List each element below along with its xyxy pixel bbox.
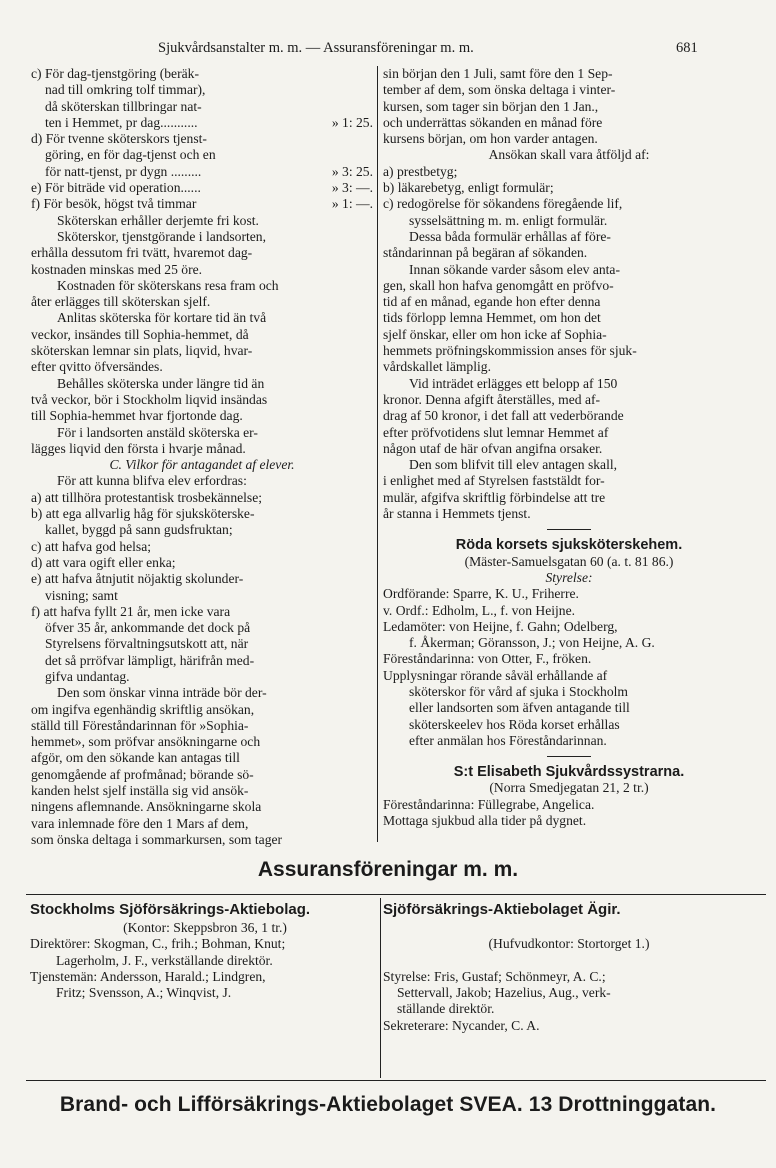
text-line xyxy=(31,164,373,180)
text-line: Settervall, Jakob; Hazelius, Aug., verk- xyxy=(397,985,611,1001)
text-line: vårdskallet lämplig. xyxy=(383,359,491,375)
text-line: Den som önskar vinna inträde bör der- xyxy=(57,685,267,701)
horizontal-rule xyxy=(26,1080,766,1081)
text-line xyxy=(31,196,373,212)
text-line: då sköterskan tillbringar nat- xyxy=(45,98,202,114)
line-text: f) För besök, högst två timmar xyxy=(31,196,197,212)
text-line: d) För tvenne sköterskors tjenst- xyxy=(31,131,207,147)
text-line xyxy=(31,180,373,196)
roda-korset-address: (Mäster-Samuelsgatan 60 (a. t. 81 86.) xyxy=(464,553,674,569)
column-divider xyxy=(377,66,378,842)
text-line: som önska deltaga i sommarkursen, som tager xyxy=(31,831,283,847)
text-line: tid af en månad, egande hon efter denna xyxy=(383,294,601,310)
running-header xyxy=(0,40,776,64)
text-line: Dessa båda formulär erhållas af före- xyxy=(409,228,611,244)
text-line: Kostnaden för sköterskans resa fram och xyxy=(57,277,279,293)
text-line: Styrelsens förvaltningsutskott att, när xyxy=(45,636,249,652)
text-line: hemmets pröfningskommission anses för sjuk- xyxy=(383,343,637,359)
text-line: (Hufvudkontor: Stortorget 1.) xyxy=(488,936,650,952)
fee-amount: » 3: 25. xyxy=(331,163,373,179)
text-line: år stanna i Hemmets tjenst. xyxy=(383,506,531,522)
text-line: göring, en för dag-tjenst och en xyxy=(45,147,216,163)
text-line: veckor, insändes till Sophia-hemmet, då xyxy=(31,326,249,342)
line-text: ten i Hemmet, pr dag........... xyxy=(45,114,198,130)
text-line: Sköterskan erhåller derjemte fri kost. xyxy=(57,212,259,228)
text-line: Ansökan skall vara åtföljd af: xyxy=(488,147,650,163)
text-line: C. Vilkor för antagandet af elever. xyxy=(109,457,295,473)
text-line: gen, skall hon hafva genomgått en pröfvo- xyxy=(383,277,614,293)
roda-korset-section xyxy=(383,537,755,749)
stockholms-name: Stockholms Sjöförsäkrings-Aktiebolag. xyxy=(30,901,311,918)
agir-entry xyxy=(383,900,755,1034)
text-line: c) att hafva god helsa; xyxy=(31,538,152,554)
text-line: a) att tillhöra protestantisk trosbekännelse; xyxy=(31,489,263,505)
text-line: Den som blifvit till elev antagen skall, xyxy=(409,457,618,473)
text-line: d) att vara ogift eller enka; xyxy=(31,554,176,570)
section-divider xyxy=(547,529,591,530)
text-line: kostnaden minskas med 25 öre. xyxy=(31,261,203,277)
text-line: kanden helst sjelf inställa sig vid ansök- xyxy=(31,783,249,799)
text-line: vara inlemnade före den 1 Mars af dem, xyxy=(31,815,249,831)
text-line xyxy=(383,920,755,936)
text-line: i enlighet med af Styrelsen faststäldt for- xyxy=(383,473,605,489)
text-line: sysselsättning m. m. enligt formulär. xyxy=(409,212,608,228)
text-line: Sekreterare: Nycander, C. A. xyxy=(383,1017,540,1033)
text-line: c) För dag-tjenstgöring (beräk- xyxy=(31,66,199,81)
right-text-column xyxy=(383,66,755,829)
text-line: Ordförande: Sparre, K. U., Friherre. xyxy=(383,586,579,602)
text-line: lägges liqvid den första i hvarje månad. xyxy=(31,440,246,456)
section-divider xyxy=(547,756,591,757)
text-line: Tjenstemän: Andersson, Harald.; Lindgren, xyxy=(30,968,266,984)
text-line: efter pröfvotidens slut lemnar Hemmet af xyxy=(383,424,609,440)
text-line xyxy=(383,953,755,969)
text-line: och underrättas sökanden en månad före xyxy=(383,114,603,130)
text-line: hemmet», som pröfvar ansökningarne och xyxy=(31,734,261,750)
text-line: kursen, som tager sin början den 1 Jan., xyxy=(383,98,599,114)
st-elisabeth-line: Mottaga sjukbud alla tider på dygnet. xyxy=(383,813,587,829)
text-line: f. Åkerman; Göransson, J.; von Heijne, A. G. xyxy=(409,635,655,651)
agir-name: Sjöförsäkrings-Aktiebolaget Ägir. xyxy=(383,901,621,918)
text-line: Direktörer: Skogman, C., frih.; Bohman, Knut; xyxy=(30,936,286,952)
text-line: a) prestbetyg; xyxy=(383,163,458,179)
text-line: b) att ega allvarlig håg för sjuksköterske- xyxy=(31,506,255,522)
text-line: kronor. Denna afgift återställes, med af- xyxy=(383,391,601,407)
text-line: Upplysningar rörande såväl erhållande af xyxy=(383,667,608,683)
text-line: genomgående af profmånad; börande sö- xyxy=(31,766,254,782)
left-text-column xyxy=(31,66,373,848)
line-text: för natt-tjenst, pr dygn ......... xyxy=(45,163,202,179)
text-line: efter qvitto öfversändes. xyxy=(31,359,163,375)
text-line: kallet, byggd på sann gudsfruktan; xyxy=(45,522,233,538)
sophia-hemmet-continuation xyxy=(383,66,755,522)
text-line: Styrelse: Fris, Gustaf; Schönmeyr, A. C.; xyxy=(383,968,606,984)
text-line: öfver 35 år, ankommande det dock på xyxy=(45,620,251,636)
text-line: afgör, om den sökande kan antagas till xyxy=(31,750,240,766)
horizontal-rule xyxy=(26,894,766,895)
roda-korset-heading: Röda korsets sjuksköterskehem. xyxy=(455,537,683,554)
text-line: Innan sökande varder såsom elev anta- xyxy=(409,261,620,277)
fee-amount: » 3: —. xyxy=(331,180,373,196)
svea-advert: Brand- och Lifförsäkrings-Aktiebolaget SVEA. 13 Drottninggatan. xyxy=(59,1093,717,1116)
text-line: nad till omkring tolf timmar), xyxy=(45,82,206,98)
text-line: sköterskeelev hos Röda korset erhållas xyxy=(409,716,620,732)
text-line: sjelf önskar, eller om hon icke af Sophia- xyxy=(383,326,607,342)
fee-amount: » 1: —. xyxy=(331,196,373,212)
bottom-column-divider xyxy=(380,898,381,1078)
text-line xyxy=(31,115,373,131)
text-line: ställande direktör. xyxy=(397,1001,495,1017)
text-line: om ingifva egenhändig skriftlig ansökan, xyxy=(31,701,255,717)
text-line: Sköterskor, tjenstgörande i landsorten, xyxy=(57,228,266,244)
text-line: sköterskor för vård af sjuka i Stockholm xyxy=(409,683,628,699)
text-line: e) att hafva åtnjutit nöjaktig skolunder- xyxy=(31,571,244,587)
text-line: två veckor, bör i Stockholm liqvid insändas xyxy=(31,391,268,407)
text-line: sin början den 1 Juli, samt före den 1 Sep- xyxy=(383,66,613,81)
text-line: Anlitas sköterska för kortare tid än två xyxy=(57,310,267,326)
page-number: 681 xyxy=(676,40,698,56)
text-line: tids förlopp lemna Hemmet, om hon det xyxy=(383,310,601,326)
text-line: b) läkarebetyg, enligt formulär; xyxy=(383,180,554,196)
text-line: det så prröfvar lämpligt, härifrån med- xyxy=(45,652,255,668)
st-elisabeth-address: (Norra Smedjegatan 21, 2 tr.) xyxy=(489,780,649,796)
text-line: erhålla dessutom fri tvätt, hvaremot dag- xyxy=(31,245,253,261)
stockholms-entry xyxy=(30,900,380,1001)
text-line: någon utaf de här ofvan angifna orsaker. xyxy=(383,440,603,456)
text-line: Föreståndarinna: von Otter, F., fröken. xyxy=(383,651,592,667)
text-line: ningens aflemnande. Ansökningarne skola xyxy=(31,799,262,815)
text-line: För att kunna blifva elev erfordras: xyxy=(57,473,247,489)
text-line: sköterskan lemnar sin plats, liqvid, hvar- xyxy=(31,343,253,359)
text-line: till Sophia-hemmet hvar fjortonde dag. xyxy=(31,408,243,424)
roda-korset-lines xyxy=(383,586,755,749)
fee-amount: » 1: 25. xyxy=(331,114,373,130)
text-line: (Kontor: Skeppsbron 36, 1 tr.) xyxy=(123,920,287,935)
assurans-section-title: Assuransföreningar m. m. xyxy=(257,858,519,881)
text-line: För i landsorten anstäld sköterska er- xyxy=(57,424,258,440)
text-line: eller landsorten som äfven antagande till xyxy=(409,700,630,716)
text-line: gifva undantag. xyxy=(45,668,130,684)
header-title: Sjukvårdsanstalter m. m. — Assuransföreningar m. m. xyxy=(158,40,474,56)
text-line: drag af 50 kronor, i det fall att vederbörande xyxy=(383,408,624,424)
styrelse-label: Styrelse: xyxy=(545,569,593,585)
text-line: efter anmälan hos Föreståndarinnan. xyxy=(409,732,607,748)
text-line: Lagerholm, J. F., verkställande direktör. xyxy=(56,952,273,968)
text-line: Vid inträdet erlägges ett belopp af 150 xyxy=(409,375,618,391)
stockholms-lines xyxy=(30,920,380,1001)
agir-lines xyxy=(383,920,755,1034)
text-line: tember af dem, som önska deltaga i vinter- xyxy=(383,82,616,98)
text-line: Behålles sköterska under längre tid än xyxy=(57,375,265,391)
st-elisabeth-line: Föreståndarinna: Füllegrabe, Angelica. xyxy=(383,796,595,812)
text-line: kursens början, om hon varder antagen. xyxy=(383,131,598,147)
text-line: visning; samt xyxy=(45,587,118,603)
text-line: Ledamöter: von Heijne, f. Gahn; Odelberg, xyxy=(383,618,618,634)
line-text: e) För biträde vid operation...... xyxy=(31,180,201,196)
text-line: mulär, afgifva skriftlig förbindelse att tre xyxy=(383,489,606,505)
text-line: Fritz; Svensson, A.; Winqvist, J. xyxy=(56,985,232,1001)
st-elisabeth-section xyxy=(383,764,755,829)
text-line: åter erlägges till sköterskan sjelf. xyxy=(31,294,211,310)
text-line: ställd till Föreståndarinnan för »Sophia- xyxy=(31,717,249,733)
text-line: v. Ordf.: Edholm, L., f. von Heijne. xyxy=(383,602,576,618)
st-elisabeth-heading: S:t Elisabeth Sjukvårdssystrarna. xyxy=(453,764,685,781)
text-line: f) att hafva fyllt 21 år, men icke vara xyxy=(31,603,231,619)
text-line: ståndarinnan på begäran af sökanden. xyxy=(383,245,588,261)
text-line: c) redogörelse för sökandens föregående lif, xyxy=(383,196,623,212)
